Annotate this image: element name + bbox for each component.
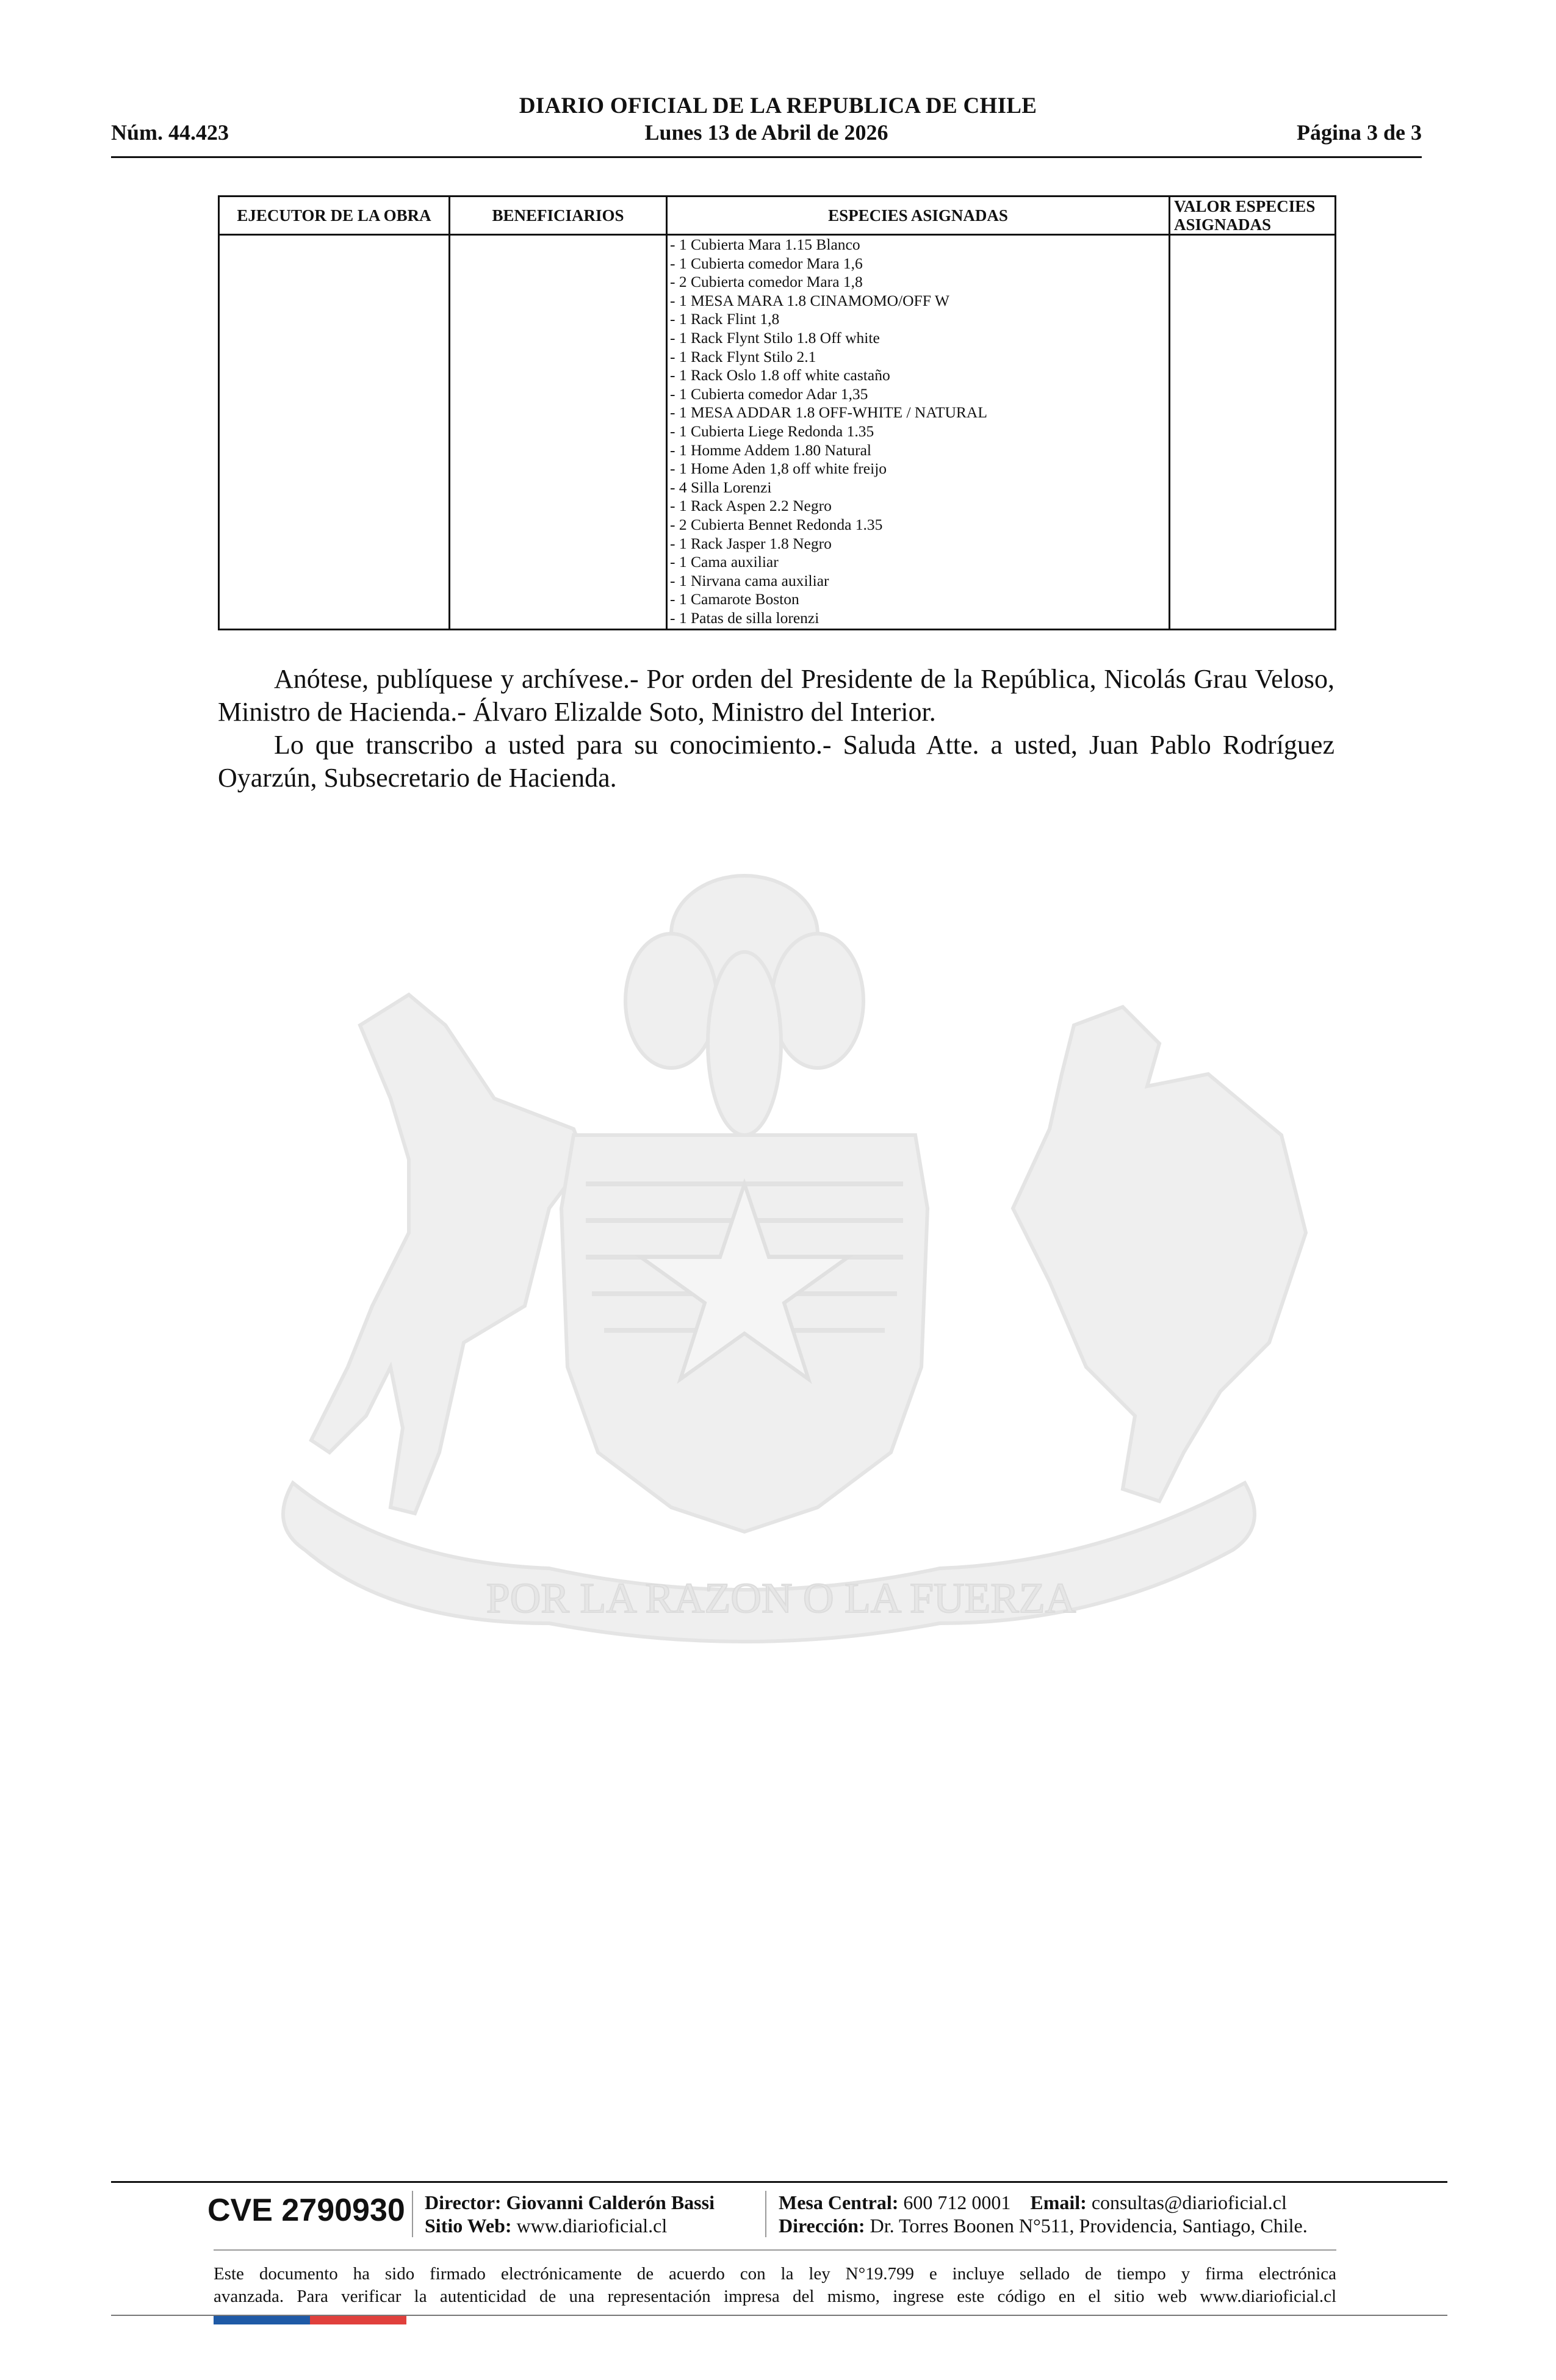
- header-especies: ESPECIES ASIGNADAS: [667, 197, 1170, 235]
- header-row: [111, 120, 1422, 149]
- transcription-paragraph: [218, 729, 1334, 795]
- cve-code: CVE 2790930: [207, 2193, 405, 2228]
- footer-contact-block: [779, 2191, 1308, 2237]
- list-item: - 1 Rack Flynt Stilo 1.8 Off white: [670, 328, 880, 347]
- species-table: [218, 195, 1336, 630]
- transcription-text: Lo que transcribo a usted para su conocimiento.- Saluda Atte. a usted, Juan Pablo Rodríguez Oyarzún, Subsecretario de Hacienda.: [218, 730, 1334, 793]
- email-link[interactable]: consultas@diarioficial.cl: [1091, 2191, 1287, 2213]
- list-item: - 4 Silla Lorenzi: [670, 478, 772, 496]
- address-value: Dr. Torres Boonen N°511, Providencia, Santiago, Chile.: [870, 2215, 1308, 2237]
- table-row: [219, 235, 1336, 630]
- list-item: - 1 Rack Jasper 1.8 Negro: [670, 534, 832, 552]
- list-item: - 1 Cubierta Mara 1.15 Blanco: [670, 236, 860, 253]
- issue-date: Lunes 13 de Abril de 2026: [644, 120, 888, 145]
- list-item: - 1 MESA MARA 1.8 CINAMOMO/OFF W: [670, 291, 949, 309]
- list-item: - 1 Cubierta comedor Adar 1,35: [670, 384, 868, 403]
- chile-coat-of-arms-icon: [207, 842, 1355, 1678]
- page-number: Página 3 de 3: [1296, 120, 1422, 145]
- list-item: - 2 Cubierta Bennet Redonda 1.35: [670, 515, 883, 533]
- footer-top-divider: [111, 2181, 1447, 2183]
- list-item: - 1 Cubierta Liege Redonda 1.35: [670, 422, 874, 440]
- list-item: - 1 Camarote Boston: [670, 590, 799, 608]
- mesa-label: Mesa Central:: [779, 2191, 899, 2213]
- list-item: - 1 Nirvana cama auxiliar: [670, 571, 829, 590]
- email-label: Email:: [1030, 2191, 1087, 2213]
- flag-stripe-red: [310, 2316, 406, 2324]
- header-divider: [111, 156, 1422, 158]
- header-ejecutor: EJECUTOR DE LA OBRA: [219, 197, 450, 235]
- closing-text: Anótese, publíquese y archívese.- Por orden del Presidente de la República, Nicolás Grau Veloso, Ministro de Hacienda.- Álvaro Elizalde Soto, Ministro del Interior.: [218, 664, 1334, 727]
- closing-paragraph: [218, 663, 1334, 729]
- header-beneficiarios: BENEFICIARIOS: [450, 197, 667, 235]
- website-label: Sitio Web:: [425, 2215, 512, 2237]
- list-item: - 1 Cubierta comedor Mara 1,6: [670, 254, 863, 272]
- list-item: - 1 Rack Oslo 1.8 off white castaño: [670, 366, 890, 384]
- list-item: - 1 Rack Aspen 2.2 Negro: [670, 497, 832, 515]
- cell-ejecutor: [219, 235, 450, 630]
- cell-especies: [667, 235, 1170, 630]
- website-link[interactable]: www.diarioficial.cl: [516, 2215, 668, 2237]
- footer-separator: [412, 2191, 413, 2237]
- cell-valor: [1170, 235, 1336, 630]
- list-item: - 1 Home Aden 1,8 off white freijo: [670, 460, 887, 478]
- list-item: - 1 Patas de silla lorenzi: [670, 608, 819, 627]
- list-item: - 1 Rack Flynt Stilo 2.1: [670, 347, 816, 366]
- seal-motto: POR LA RAZON O LA FUERZA: [486, 1575, 1076, 1622]
- header-valor: VALOR ESPECIES ASIGNADAS: [1170, 197, 1336, 235]
- legal-line: avanzada. Para verificar la autenticidad de una representación impresa del mismo, ingrese este código en el sitio web www.diarioficial.cl: [214, 2287, 1336, 2306]
- species-list: [668, 236, 1169, 629]
- director-name: Giovanni Calderón Bassi: [506, 2191, 715, 2213]
- table-header-row: [219, 197, 1336, 235]
- flag-stripe-blue: [214, 2316, 310, 2324]
- director-label: Director:: [425, 2191, 502, 2213]
- footer-separator: [765, 2191, 766, 2237]
- cell-beneficiarios: [450, 235, 667, 630]
- footer-director-block: [425, 2191, 715, 2237]
- issue-number: Núm. 44.423: [111, 120, 229, 145]
- newspaper-title: DIARIO OFICIAL DE LA REPUBLICA DE CHILE: [519, 93, 1037, 118]
- list-item: - 1 Rack Flint 1,8: [670, 310, 780, 328]
- mesa-phone: 600 712 0001: [903, 2191, 1011, 2213]
- list-item: - 1 Homme Addem 1.80 Natural: [670, 441, 872, 459]
- list-item: - 1 MESA ADDAR 1.8 OFF-WHITE / NATURAL: [670, 403, 987, 422]
- footer-mid-divider: [214, 2249, 1336, 2251]
- legal-notice: [214, 2263, 1336, 2308]
- list-item: - 2 Cubierta comedor Mara 1,8: [670, 273, 863, 291]
- legal-line: Este documento ha sido firmado electrónicamente de acuerdo con la ley N°19.799 e incluye sellado de tiempo y firma electrónica: [214, 2264, 1336, 2284]
- address-label: Dirección:: [779, 2215, 865, 2237]
- list-item: - 1 Cama auxiliar: [670, 553, 779, 571]
